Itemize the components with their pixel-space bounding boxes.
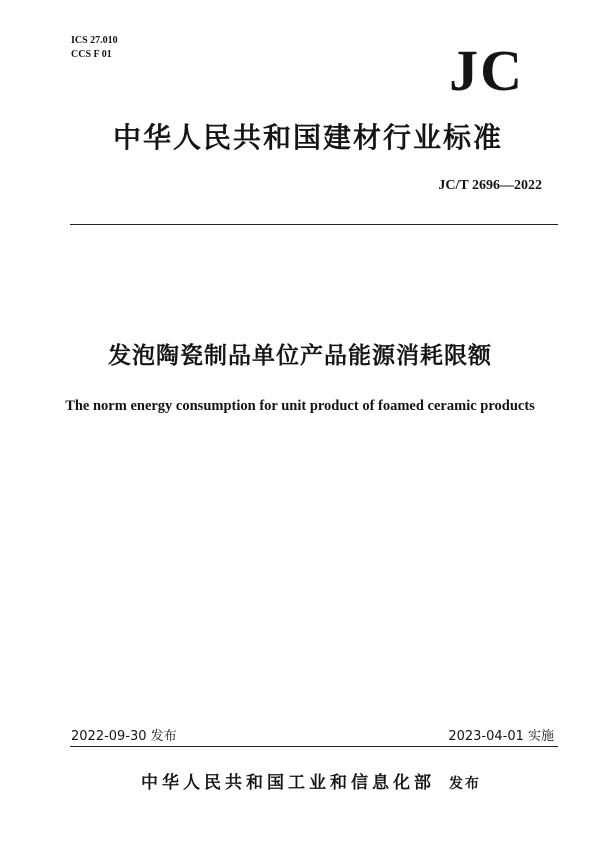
industry-standard-title: 中华人民共和国建材行业标准: [112, 121, 503, 154]
issuer-name: 中华人民共和国工业和信息化部: [141, 773, 435, 793]
issue-label: 发布: [449, 776, 481, 792]
footer-divider: [70, 746, 558, 747]
issuer-line: [0, 768, 600, 793]
standard-number: JC/T 2696—2022: [438, 178, 542, 193]
ics-code: ICS 27.010: [71, 35, 118, 46]
document-title-english: The norm energy consumption for unit product of foamed ceramic products: [65, 398, 535, 414]
implementation-date: 2023-04-01 实施: [448, 729, 554, 744]
jc-logo: JC: [449, 38, 524, 103]
document-title-chinese: 发泡陶瓷制品单位产品能源消耗限额: [108, 343, 492, 369]
ccs-code: CCS F 01: [71, 49, 112, 60]
classification-codes: [71, 34, 118, 62]
release-date: 2022-09-30 发布: [71, 729, 177, 744]
header-divider: [70, 224, 558, 225]
